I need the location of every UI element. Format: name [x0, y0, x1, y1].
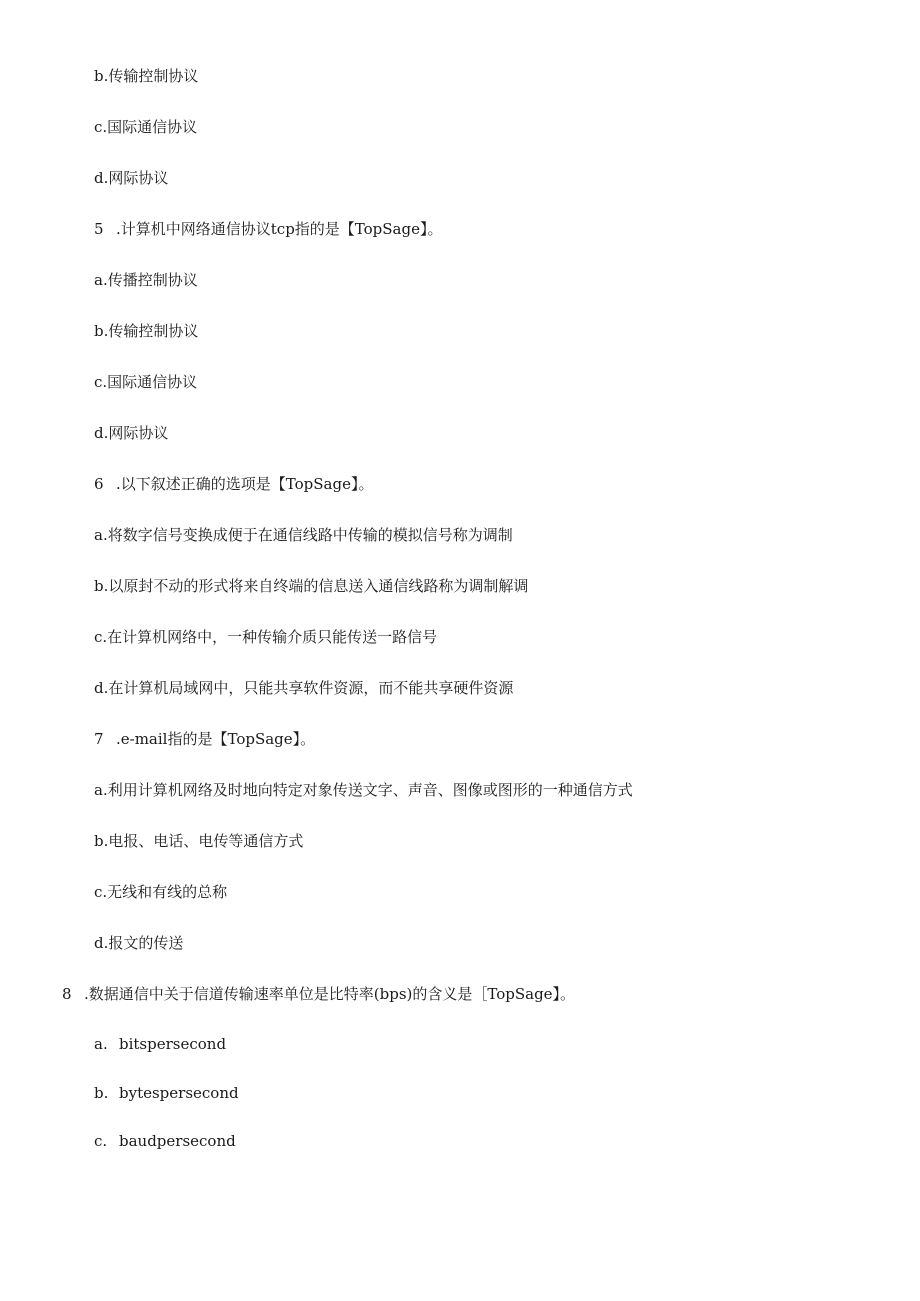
question-8: [62, 984, 575, 1004]
option-8b: [94, 1083, 239, 1103]
question-5: [94, 219, 442, 239]
option-4d: d.网际协议: [94, 169, 169, 187]
option-text: baudpersecond: [119, 1132, 236, 1150]
option-letter: c.: [94, 1132, 108, 1150]
question-text: .数据通信中关于信道传输速率单位是比特率(bps)的含义是［TopSage】。: [84, 985, 576, 1003]
question-text: .以下叙述正确的选项是【TopSage】。: [116, 475, 374, 493]
option-6b: b.以原封不动的形式将来自终端的信息送入通信线路称为调制解调: [94, 577, 529, 595]
option-5c: c.国际通信协议: [94, 373, 198, 391]
option-text: bytespersecond: [119, 1084, 239, 1102]
option-6c: c.在计算机网络中，一种传输介质只能传送一路信号: [94, 628, 438, 646]
question-text: .计算机中网络通信协议tcp指的是【TopSage】。: [116, 220, 443, 238]
option-4b: b.传输控制协议: [94, 67, 199, 85]
option-letter: a.: [94, 1035, 108, 1053]
option-8a: [94, 1034, 226, 1054]
option-8c: [94, 1131, 236, 1151]
question-number: 7: [94, 730, 104, 748]
question-6: [94, 474, 373, 494]
option-7a: a.利用计算机网络及时地向特定对象传送文字、声音、图像或图形的一种通信方式: [94, 781, 633, 799]
option-5b: b.传输控制协议: [94, 322, 199, 340]
option-5d: d.网际协议: [94, 424, 169, 442]
question-number: 5: [94, 220, 104, 238]
option-text: bitspersecond: [119, 1035, 227, 1053]
question-number: 6: [94, 475, 104, 493]
option-4c: c.国际通信协议: [94, 118, 198, 136]
option-7c: c.无线和有线的总称: [94, 883, 228, 901]
question-number: 8: [62, 985, 72, 1003]
option-5a: a.传播控制协议: [94, 271, 198, 289]
question-7: [94, 729, 315, 749]
option-letter: b.: [94, 1084, 109, 1102]
question-text: .e-mail指的是【TopSage】。: [116, 730, 316, 748]
option-6a: a.将数字信号变换成便于在通信线路中传输的模拟信号称为调制: [94, 526, 513, 544]
option-7d: d.报文的传送: [94, 934, 184, 952]
option-6d: d.在计算机局域网中，只能共享软件资源，而不能共享硬件资源: [94, 679, 514, 697]
option-7b: b.电报、电话、电传等通信方式: [94, 832, 304, 850]
